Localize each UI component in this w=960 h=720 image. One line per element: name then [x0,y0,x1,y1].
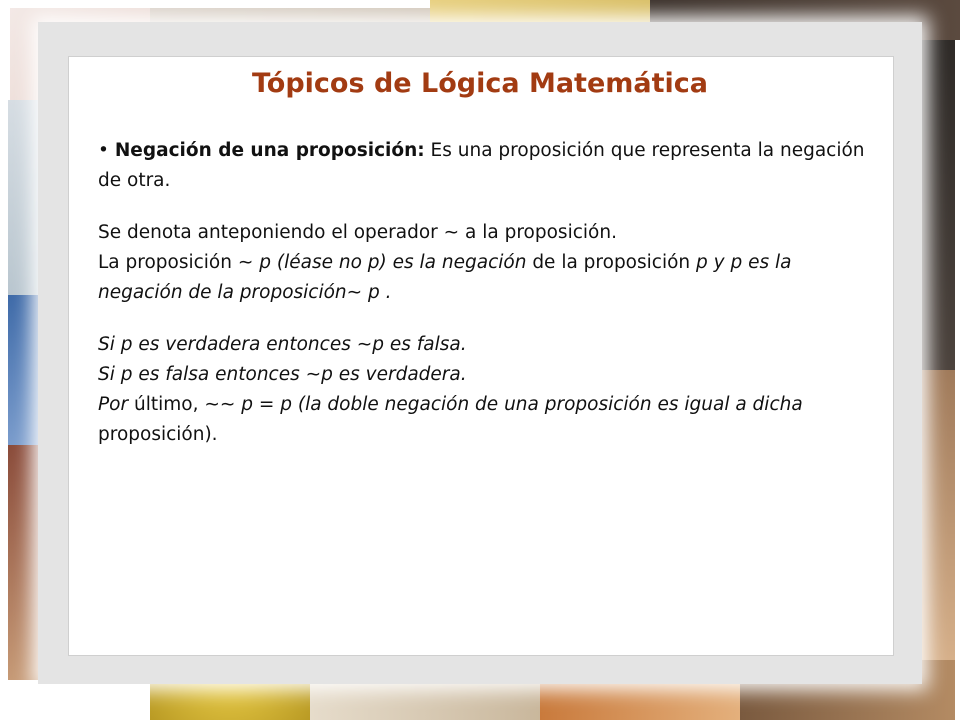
negation-explanation-d: p y p es la negación de la proposición∼ p . [98,252,792,303]
double-negation-c: ∼∼ p = p (la doble negación de una proposición es igual a dicha [204,394,803,415]
negation-explanation [98,248,878,308]
false-case-line: Si p es falsa entonces ∼p es verdadera. [98,364,467,385]
double-negation-a: Por [98,394,129,415]
double-negation-line [98,390,878,450]
negation-explanation-b: ∼ p (léase no p) es la negación [237,252,527,273]
bullet-paragraph [98,136,878,196]
operator-line: Se denota anteponiendo el operador ∼ a la proposición. [98,222,617,243]
bullet-term: Negación de una proposición: [114,140,425,161]
slide-title: Tópicos de Lógica Matemática [251,68,709,99]
double-negation-b: último, [128,394,205,415]
double-negation-d: proposición). [98,424,218,445]
true-case-line: Si p es verdadera entonces ∼p es falsa. [98,334,467,355]
slide-body [98,136,878,450]
negation-explanation-a: La proposición [98,252,238,273]
spacer [98,308,878,330]
bullet-marker: • [98,140,109,161]
negation-explanation-c: de la proposición [526,252,697,273]
spacer [98,196,878,218]
bullet-definition: Es una proposición que representa la negación de otra. [98,140,865,191]
